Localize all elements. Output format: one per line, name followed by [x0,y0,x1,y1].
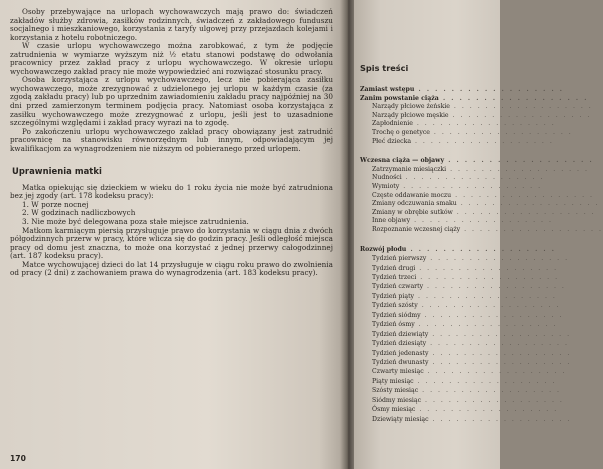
toc-entry-label: Zmiany w obrębie sutków [372,208,453,216]
left-page-text [10,8,333,278]
toc-dot-leader: . . . . . . . . . . . . . . . . . . [438,94,589,102]
toc-entry [360,94,589,103]
toc-entry-label: Tydzień trzeci [372,273,417,281]
toc-entry-label: Częste oddawanie moczu [372,191,452,199]
list-item: 2. W godzinach nadliczbowych [22,208,136,218]
toc-entry-label: Tydzień szósty [372,302,418,310]
toc-entry-label: Wczesna ciąża — objawy [360,157,445,165]
toc-dot-leader: . . . . . . . . . . . . . . . . . . [449,103,593,111]
toc-entry [372,200,600,208]
toc-entry-label: Rozpoznanie wczesnej ciąży [372,226,461,233]
toc-dot-leader: . . . . . . . . . . . . . . . . . . [448,111,592,119]
toc-dot-leader: . . . . . . . . . . . . . . . . . . [426,340,569,348]
toc-entry [360,245,556,254]
toc-entry [372,368,567,376]
toc-dot-leader: . . . . . . . . . . . . . . . . . . [456,200,600,208]
toc-entry-label: Tydzień ósmy [372,321,415,329]
toc-entry [372,165,589,174]
toc-dot-leader: . . . . . . . . . . . . . . . . . . [406,245,556,253]
toc-entry [372,415,572,424]
toc-entry [360,157,594,165]
toc-entry-label: Narządy płciowe żeńskie [372,103,450,111]
toc-dot-leader: . . . . . . . . . . . . . . . . . . [428,359,572,366]
toc-entry [372,273,560,282]
toc-dot-leader: . . . . . . . . . . . . . . . . . . [451,191,594,199]
toc-dot-leader: . . . . . . . . . . . . . . . . . . [417,302,561,310]
toc-dot-leader: . . . . . . . . . . . . . . . . . . [420,311,564,319]
toc-entry [372,406,559,414]
toc-dot-leader: . . . . . . . . . . . . . . . . . . [414,292,557,300]
toc-entry-label: Zapłodnienie [372,120,413,128]
toc-entry-label: Rozwój płodu [360,245,407,253]
toc-dot-leader: . . . . . . . . . . . . . . . . . . [411,137,554,145]
toc-entry [372,208,596,217]
toc-entry [372,103,593,111]
toc-entry [372,377,557,386]
toc-entry-label: Zanim powstanie ciąża [360,94,439,102]
list-item: 1. W porze nocnej [22,199,89,209]
toc-dot-leader: . . . . . . . . . . . . . . . . . . [423,368,567,376]
toc-entry [372,321,558,329]
toc-entry [372,183,543,191]
toc-entry [372,349,572,358]
toc-dot-leader: . . . . . . . . . . . . . . . . . . [415,406,559,414]
toc-entry [372,111,592,120]
toc-entry [372,359,572,367]
toc-entry-label: Zamiast wstępu [360,86,415,93]
toc-dot-leader: . . . . . . . . . . . . . . . . . . [418,387,561,395]
toc-dot-leader: . . . . . . . . . . . . . . . . . . [428,349,572,357]
paragraph: Osoba korzystająca z urlopu wychowawczego, lecz nie pobierająca zasiłku wychowawczego, może zrezygnować z udzielonego jej urlopu w każdym czasie (za zgodą zakładu pracy) lub po uprzednim zawiadomieniu zakładu pracy najpóźniej na 30 dni przed zamierzonym terminem podjęcia pracy. Natomiast osoba korzystająca z zasiłku wychowawczego może zrezygnować z urlopu, jeśli jest to uzasadnione szczególnymi względami i zakład pracy wyrazi na to zgodę. [10,75,333,128]
toc-entry [372,283,566,291]
toc-entry [372,255,570,263]
toc-entry [372,174,545,182]
toc-entry-label: Tydzień piąty [372,292,415,300]
toc-entry-label: Ósmy miesiąc [372,406,416,414]
toc-entry [372,137,554,146]
toc-entry-label: Tydzień dwunasty [372,359,429,366]
toc-entry [372,302,561,310]
toc-entry-label: Tydzień drugi [372,264,416,272]
toc-dot-leader: . . . . . . . . . . . . . . . . . . [413,377,557,385]
toc-entry-label: Trochę o genetyce [372,129,430,136]
toc-entry-label: Tydzień dziesiąty [372,340,427,348]
toc-dot-leader: . . . . . . . . . . . . . . . . . . [421,396,564,404]
toc-entry-label: Tydzień siódmy [372,311,421,319]
toc-entry-label: Szósty miesiąc [372,387,419,395]
toc-entry-label: Zmiany odczuwania smaku [372,200,457,208]
toc-entry-label: Dziewiąty miesiąc [372,415,429,423]
paragraph: Matkom karmiącym piersią przysługuje prawo do korzystania w ciągu dnia z dwóch półgodzinnych przerw w pracy, które wlicza się do godzin pracy. Jeśli odległość miejsca pracy od domu jest znaczna, to może ona korzystać z jednej przerwy całogodzinnej (art. 187 kodeksu pracy). [10,225,333,261]
toc-dot-leader: . . . . . . . . . . . . . . . . . . [426,255,570,263]
toc-entry [372,396,564,405]
toc-entry-label: Tydzień dziewiąty [372,330,429,338]
toc-dot-leader: . . . . . . . . . . . . . . . . . . [428,415,572,423]
toc-entry [372,292,557,301]
paragraph: Matce wychowującej dzieci do lat 14 przysługuje w ciągu roku prawo do zwolnienia od pracy (2 dni) z zachowaniem prawa do wynagrodzenia (art. 183 kodeksu pracy). [10,259,333,278]
toc-entry-label: Siódmy miesiąc [372,396,422,404]
right-page [354,0,603,469]
toc-entry-label: Tydzień pierwszy [372,255,427,263]
toc-entry-label: Płeć dziecka [372,137,412,145]
toc-dot-leader: . . . . . . . . . . . . . . . . . . [429,129,573,136]
paragraph: W czasie urlopu wychowawczego można zarobkować, z tym że podjęcie zatrudnienia w wymiarze wyższym niż ½ etatu stanowi podstawę do odwołania pracownicy przez zakład pracy z urlopu wychowawczego. W okresie urlopu wychowawczego zakład pracy nie może wypowiedzieć ani rozwiązać stosunku pracy. [10,41,333,76]
toc-dot-leader: . . . . . . . . . . . . . . . . . . [460,226,603,233]
paragraph: Po zakończeniu urlopu wychowawczego zakład pracy obowiązany jest zatrudnić pracownicę na stanowisku równorzędnym lub innym, odpowiadającym jej kwalifikacjom za wynagrodzeniem nie niższym od pobieranego przed urlopem. [10,126,333,153]
toc-entry-label: Wymioty [372,183,400,190]
toc-dot-leader: . . . . . . . . . . . . . . . . . . [416,273,560,281]
toc-dot-leader: . . . . . . . . . . . . . . . . . . [423,283,566,291]
toc-dot-leader: . . . . . . . . . . . . . . . . . . [446,165,589,173]
toc-entry [360,86,564,94]
toc-entry-label: Czwarty miesiąc [372,368,424,376]
toc-title: Spis treści [360,63,409,73]
toc-dot-leader: . . . . . . . . . . . . . . . . . . [412,120,556,128]
section-heading: Uprawnienia matki [12,166,102,177]
toc-entry-label: Narządy płciowe męskie [372,111,449,119]
toc-entry [372,387,561,395]
toc-entry [372,226,603,234]
toc-dot-leader: . . . . . . . . . . . . . . . . . . [414,86,564,93]
toc-entry [372,120,556,128]
toc-entry-label: Piąty miesiąc [372,377,414,385]
toc-dot-leader: . . . . . . . . . . . . . . . . . . [414,321,558,329]
toc-entry [372,340,569,348]
list-item: 3. Nie może być delegowana poza stałe miejsce zatrudnienia. [22,217,249,227]
toc-entry-label: Tydzień jedenasty [372,349,429,357]
toc-dot-leader: . . . . . . . . . . . . . . . . . . [428,330,572,338]
toc-entry [372,217,553,225]
toc-dot-leader: . . . . . . . . . . . . . . . . . . [415,264,559,272]
toc-entry [372,330,572,339]
section-intro: Matka opiekując się dzieckiem w wieku do 1 roku życia nie może być zatrudniona bez jej zgody (art. 178 kodeksu pracy): [10,182,333,201]
toc-dot-leader: . . . . . . . . . . . . . . . . . . [452,208,596,216]
paragraph: Osoby przebywające na urlopach wychowawczych mają prawo do: świadczeń zakładów służby zdrowia, zasiłków rodzinnych, świadczeń z zakładowego funduszu socjalnego i mieszkaniowego, korzystania z taryfy ulgowej przy przejazdach kolejami i korzystania z hotelu robotniczego. [10,7,333,42]
toc-entry [372,264,559,273]
toc-entry-label: Zatrzymanie miesiączki [372,165,447,173]
toc-entry-label: Inne objawy [372,217,411,225]
toc-entry [372,129,573,137]
toc-dot-leader: . . . . . . . . . . . . . . . . . . [410,217,553,225]
page-number: 170 [10,454,26,463]
toc-dot-leader: . . . . . . . . . . . . . . . . . . [399,183,543,190]
toc-dot-leader: . . . . . . . . . . . . . . . . . . [401,174,545,182]
toc-entry [372,191,594,200]
toc-dot-leader: . . . . . . . . . . . . . . . . . . [444,157,594,165]
toc-entry [372,311,564,320]
toc-entry-label: Nudności [372,174,402,182]
toc-entry-label: Tydzień czwarty [372,283,424,291]
